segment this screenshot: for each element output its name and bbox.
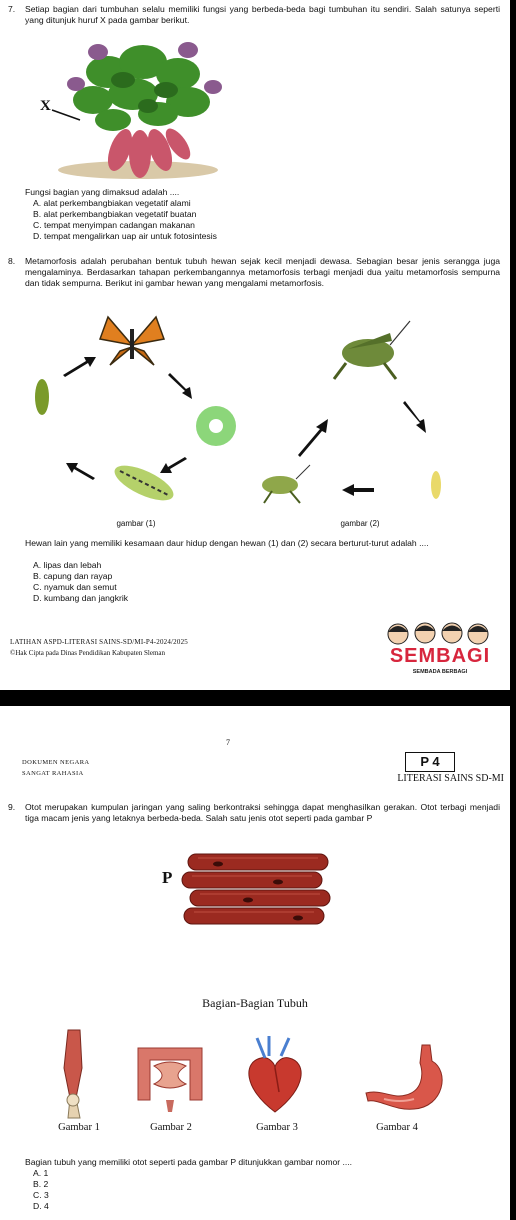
question-9-prompt bbox=[8, 1157, 500, 1168]
figure-caption-3: Gambar 3 bbox=[256, 1122, 298, 1133]
header-secrecy: SANGAT RAHASIA bbox=[22, 770, 84, 777]
sweet-potato-plant-image bbox=[38, 32, 238, 182]
question-number: 8. bbox=[8, 256, 16, 266]
q7-option-c[interactable]: C. tempat menyimpan cadangan makanan bbox=[33, 220, 195, 230]
q9-option-c[interactable]: C. 3 bbox=[33, 1190, 49, 1200]
figure-caption-1: Gambar 1 bbox=[58, 1122, 100, 1133]
q7-option-a[interactable]: A. alat perkembangbiakan vegetatif alami bbox=[33, 198, 191, 208]
heart-image bbox=[235, 1032, 315, 1117]
butterfly-icon bbox=[100, 317, 164, 365]
q8-option-c[interactable]: C. nyamuk dan semut bbox=[33, 582, 117, 592]
figure-1-caption: gambar (1) bbox=[116, 519, 156, 528]
q9-option-d[interactable]: D. 4 bbox=[33, 1201, 49, 1211]
document-page-2 bbox=[0, 706, 510, 1220]
label-p: P bbox=[162, 868, 173, 887]
logo-subtext: SEMBADA BERBAGI bbox=[412, 669, 468, 675]
q8-option-a[interactable]: A. lipas dan lebah bbox=[33, 560, 102, 570]
question-text: Setiap bagian dari tumbuhan selalu memiliki fungsi yang berbeda-beda bagi tumbuhan itu sendiri. Salah satunya seperti yang ditunjuk huruf X pada gambar berikut. bbox=[25, 4, 500, 26]
question-8-prompt bbox=[8, 538, 500, 549]
q8-option-d[interactable]: D. kumbang dan jangkrik bbox=[33, 593, 129, 603]
marker-x-label: X bbox=[40, 98, 51, 114]
footer-title: LATIHAN ASPD-LITERASI SAINS-SD/MI-P4-2024/2025 bbox=[10, 638, 188, 646]
question-prompt: Bagian tubuh yang memiliki otot seperti pada gambar P ditunjukkan gambar nomor .... bbox=[25, 1157, 353, 1167]
page-number: 7 bbox=[226, 738, 230, 747]
section-title: Bagian-Bagian Tubuh bbox=[202, 996, 308, 1010]
intestine-image bbox=[130, 1036, 210, 1116]
question-prompt: Hewan lain yang memiliki kesamaan daur hidup dengan hewan (1) dan (2) secara berturut-turut adalah .... bbox=[25, 538, 429, 548]
question-number: 7. bbox=[8, 4, 16, 14]
q8-option-b[interactable]: B. capung dan rayap bbox=[33, 571, 113, 581]
leg-muscle-image bbox=[50, 1028, 100, 1123]
figure-caption-2: Gambar 2 bbox=[150, 1122, 192, 1133]
question-7-prompt bbox=[8, 187, 500, 198]
header-classification: DOKUMEN NEGARA bbox=[22, 759, 90, 766]
butterfly-life-cycle-image bbox=[20, 305, 260, 515]
figure-caption-4: Gambar 4 bbox=[376, 1122, 418, 1133]
footer-copyright: ©Hak Cipta pada Dinas Pendidikan Kabupaten Sleman bbox=[10, 649, 166, 657]
q9-option-a[interactable]: A. 1 bbox=[33, 1168, 49, 1178]
question-9 bbox=[8, 802, 500, 824]
chrysalis-icon bbox=[35, 379, 49, 415]
skeletal-muscle-image bbox=[178, 846, 338, 941]
code-box: P 4 bbox=[405, 752, 455, 772]
figure-2-caption: gambar (2) bbox=[340, 519, 380, 528]
header-subject: LITERASI SAINS SD-MI bbox=[397, 773, 504, 784]
q7-option-b[interactable]: B. alat perkembangbiakan vegetatif buatan bbox=[33, 209, 197, 219]
adult-grasshopper-icon bbox=[334, 321, 410, 379]
grasshopper-egg-icon bbox=[431, 471, 441, 499]
q7-option-d[interactable]: D. tempat mengalirkan uap air untuk fotosintesis bbox=[33, 231, 217, 241]
stomach-image bbox=[360, 1041, 450, 1116]
q9-option-b[interactable]: B. 2 bbox=[33, 1179, 49, 1189]
question-text: Otot merupakan kumpulan jaringan yang saling berkontraksi sehingga dapat menghasilkan gerakan. Otot terbagi menjadi tiga macam jenis yang letaknya berbeda-beda. Salah satu jenis otot seperti pada gambar P bbox=[25, 802, 500, 824]
question-text: Metamorfosis adalah perubahan bentuk tubuh hewan sejak kecil menjadi dewasa. Sebagian besar jenis serangga juga mengalaminya. Berdasarkan tahapan perkembangannya metamorfosis terbagi menjadi dua yaitu metamorfosis sempurna dan tidak sempurna. Berikut ini gambar hewan yang mengalami metamorfosis. bbox=[25, 256, 500, 289]
question-7 bbox=[8, 4, 500, 26]
logo-text: SEMBAGI bbox=[389, 645, 491, 667]
nymph-grasshopper-icon bbox=[262, 465, 310, 503]
question-prompt: Fungsi bagian yang dimaksud adalah .... bbox=[25, 187, 180, 197]
question-number: 9. bbox=[8, 802, 16, 812]
question-8 bbox=[8, 256, 500, 290]
caterpillar-icon bbox=[110, 459, 178, 508]
grasshopper-life-cycle-image bbox=[250, 305, 470, 515]
